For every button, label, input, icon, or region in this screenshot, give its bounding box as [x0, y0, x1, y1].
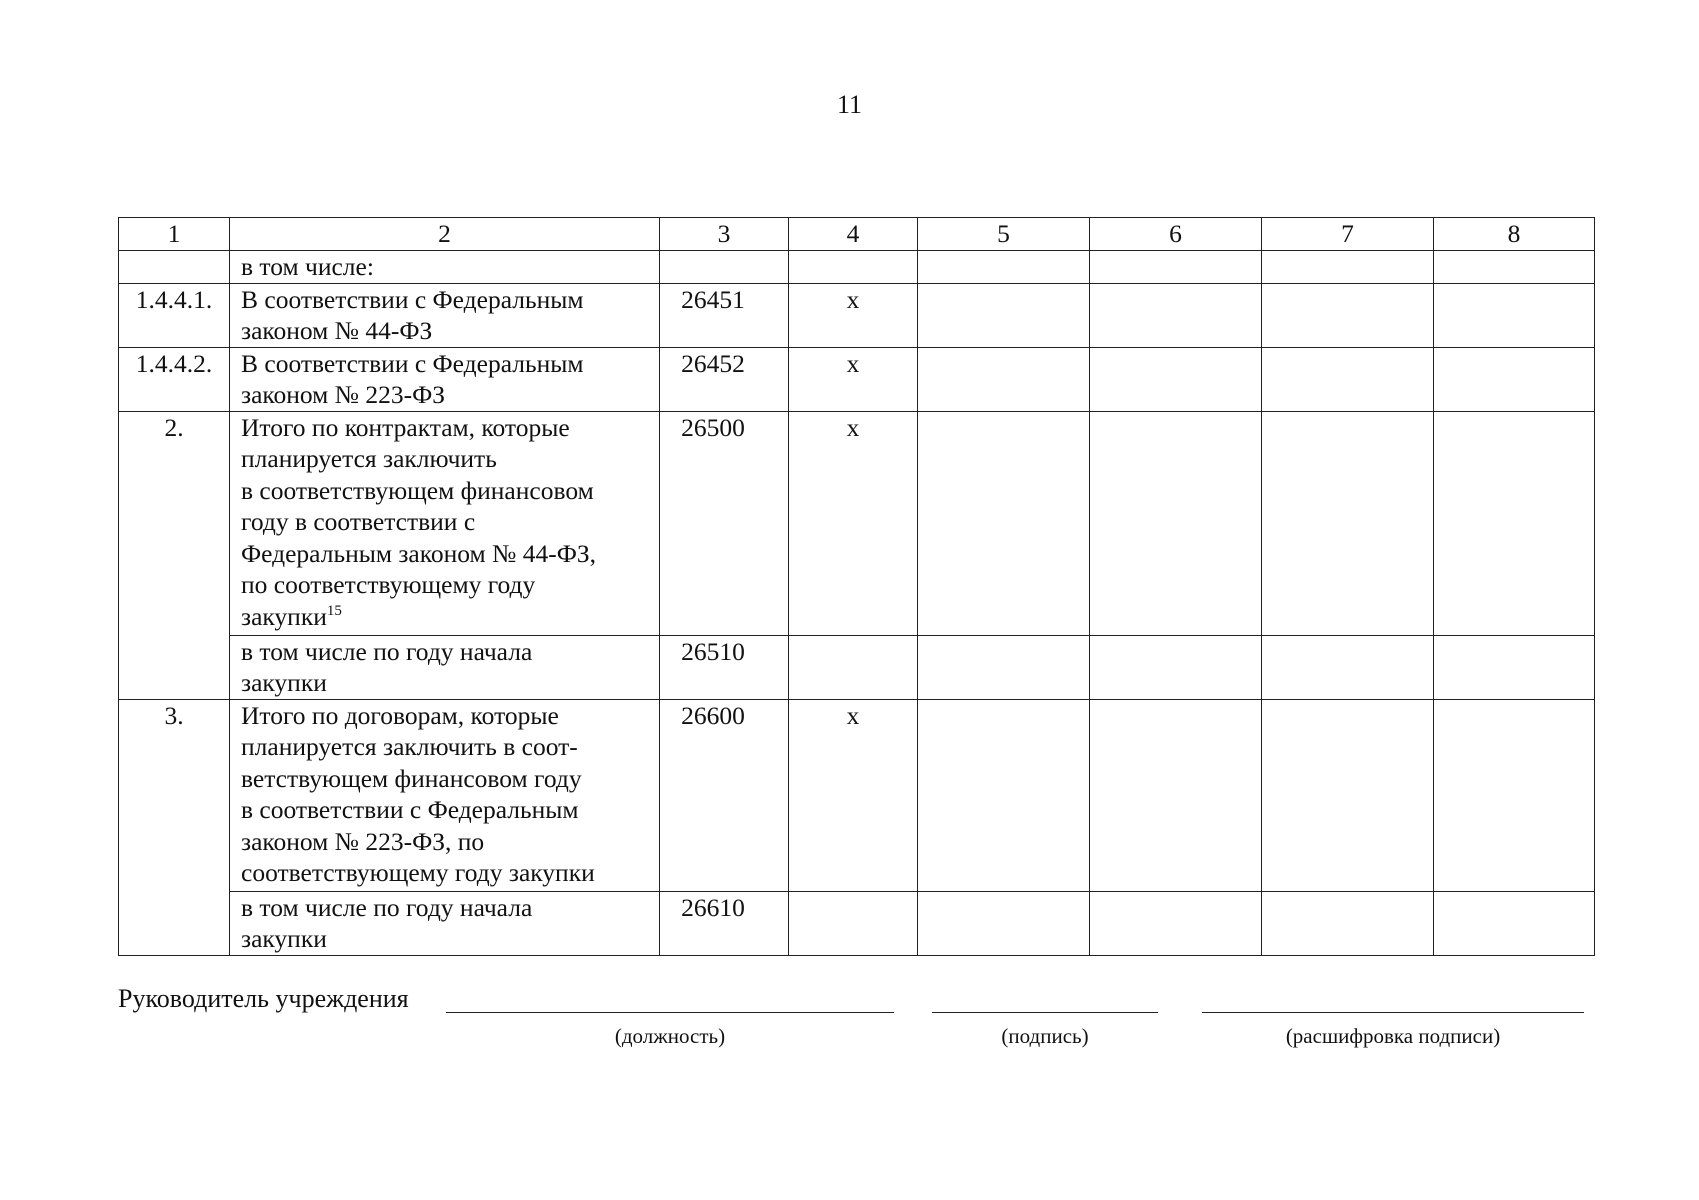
row-number-cell: 1.4.4.2. [119, 347, 230, 411]
row-number-cell [119, 251, 230, 284]
empty-cell [918, 411, 1090, 635]
row-number-cell: 3. [119, 699, 230, 955]
row-name-line [241, 601, 655, 633]
empty-cell [1090, 347, 1262, 411]
empty-cell [1262, 411, 1434, 635]
empty-cell [1262, 635, 1434, 699]
row-code-cell: 26452 [660, 347, 789, 411]
column-number: 5 [918, 218, 1090, 251]
row-name-cell [230, 283, 660, 347]
empty-cell [1262, 251, 1434, 284]
row-name-text: закупки [241, 601, 327, 631]
empty-cell [1262, 891, 1434, 955]
empty-cell [1262, 283, 1434, 347]
column-number: 4 [789, 218, 918, 251]
row-code-cell: 26510 [660, 635, 789, 699]
empty-cell [1434, 411, 1595, 635]
table-row [119, 251, 1595, 284]
row-name-line: закупки [241, 924, 327, 953]
row-number-cell: 2. [119, 411, 230, 699]
row-name-line: законом № 44-ФЗ [241, 316, 433, 345]
row-name-line: планируется заключить в соот- [241, 732, 578, 761]
row-name-cell [230, 891, 660, 955]
row-name-line: закупки [241, 668, 327, 697]
cross-mark-cell: х [789, 699, 918, 891]
row-name-line: в соответствии с Федеральным [241, 795, 579, 824]
empty-cell [918, 699, 1090, 891]
row-name-line: в соответствующем финансовом [241, 475, 594, 505]
row-number-cell: 1.4.4.1. [119, 283, 230, 347]
empty-cell [1090, 699, 1262, 891]
empty-cell [789, 891, 918, 955]
row-code-cell: 26600 [660, 699, 789, 891]
empty-cell [918, 635, 1090, 699]
empty-cell [1090, 635, 1262, 699]
row-name-cell [230, 411, 660, 635]
row-name-cell [230, 635, 660, 699]
row-name-line: Итого по договорам, которые [241, 700, 559, 730]
empty-cell [1090, 411, 1262, 635]
row-name-line: соответствующему году закупки [241, 858, 595, 887]
row-name-line: в том числе по году начала [241, 636, 533, 666]
row-code-cell: 26500 [660, 411, 789, 635]
empty-cell [1090, 251, 1262, 284]
position-line [446, 1012, 894, 1013]
empty-cell [1434, 347, 1595, 411]
footnote-marker: 15 [326, 602, 342, 619]
row-name-line: ветствующем финансовом году [241, 763, 582, 793]
row-code-cell: 26451 [660, 283, 789, 347]
row-name-line: в том числе по году начала [241, 892, 533, 922]
empty-cell [1090, 283, 1262, 347]
column-number: 8 [1434, 218, 1595, 251]
cross-mark-cell: х [789, 411, 918, 635]
column-number: 3 [660, 218, 789, 251]
row-name-line: законом № 223-ФЗ, по [241, 826, 485, 856]
column-number: 6 [1090, 218, 1262, 251]
row-name-line: законом № 223-ФЗ [241, 380, 446, 409]
empty-cell [660, 251, 789, 284]
signature-title: Руководитель учреждения [118, 984, 409, 1013]
table-row [119, 635, 1595, 699]
empty-cell [1434, 891, 1595, 955]
empty-cell [1434, 283, 1595, 347]
empty-cell [1434, 699, 1595, 891]
row-name-line: году в соответствии с [241, 507, 476, 536]
empty-cell [1090, 891, 1262, 955]
table-row [119, 411, 1595, 635]
row-name-line: В соответствии с Федеральным [241, 284, 584, 314]
row-name-cell: в том числе: [230, 251, 660, 284]
row-name-line: Итого по контрактам, которые [241, 412, 570, 442]
column-number: 7 [1262, 218, 1434, 251]
row-name-line: В соответствии с Федеральным [241, 348, 584, 378]
row-name-cell [230, 347, 660, 411]
cross-mark-cell: х [789, 347, 918, 411]
position-caption: (должность) [614, 1024, 726, 1048]
page-number: 11 [836, 90, 863, 119]
cross-mark-cell: х [789, 283, 918, 347]
table-row [119, 891, 1595, 955]
empty-cell [918, 891, 1090, 955]
signature-line [932, 1012, 1158, 1013]
row-code-cell: 26610 [660, 891, 789, 955]
column-number: 1 [119, 218, 230, 251]
column-number: 2 [230, 218, 660, 251]
row-name-line: по соответствующему году [241, 570, 536, 599]
empty-cell [789, 251, 918, 284]
empty-cell [1262, 699, 1434, 891]
empty-cell [918, 347, 1090, 411]
decoding-caption: (расшифровка подписи) [1285, 1024, 1501, 1048]
empty-cell [1434, 635, 1595, 699]
empty-cell [1262, 347, 1434, 411]
empty-cell [918, 283, 1090, 347]
row-name-cell [230, 699, 660, 891]
report-table [118, 217, 1595, 956]
row-name-line: планируется заключить [241, 444, 497, 473]
empty-cell [918, 251, 1090, 284]
signature-caption: (подпись) [1001, 1024, 1089, 1048]
decoding-line [1202, 1012, 1584, 1013]
table-row [119, 283, 1595, 347]
table-row [119, 699, 1595, 891]
empty-cell [1434, 251, 1595, 284]
row-name-line: Федеральным законом № 44-ФЗ, [241, 538, 597, 568]
column-number-row [119, 218, 1595, 251]
table-row [119, 347, 1595, 411]
empty-cell [789, 635, 918, 699]
signature-block [118, 984, 1594, 1064]
